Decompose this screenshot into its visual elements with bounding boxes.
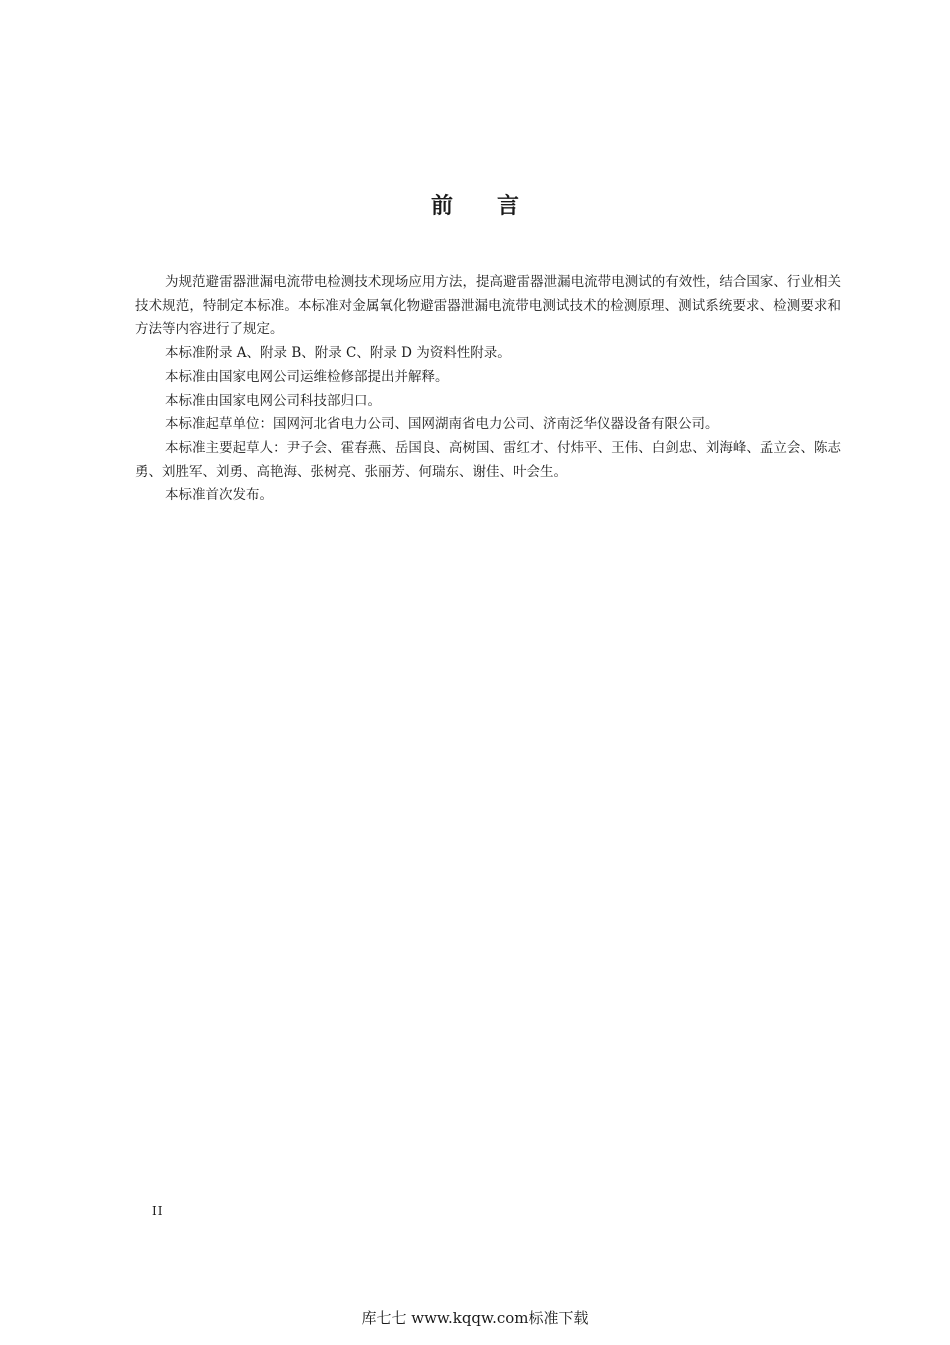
- paragraph-proposer: 本标准由国家电网公司运维检修部提出并解释。: [165, 368, 449, 385]
- paragraph-drafters: 本标准主要起草人：尹子会、霍春燕、岳国良、高树国、雷红才、付炜平、王伟、白剑忠、刘海峰、孟立会、陈志勇、刘胜军、刘勇、高艳海、张树亮、张丽芳、何瑞东、谢佳、叶会生。: [135, 439, 841, 480]
- page-title: 前言: [430, 194, 563, 219]
- page-number: II: [152, 1204, 164, 1218]
- paragraph-drafting-units: 本标准起草单位：国网河北省电力公司、国网湖南省电力公司、济南泛华仪器设备有限公司。: [165, 416, 719, 433]
- paragraph-appendices: 本标准附录 A、附录 B、附录 C、附录 D 为资料性附录。: [165, 345, 511, 362]
- paragraph-first-release: 本标准首次发布。: [165, 487, 273, 504]
- paragraph-administrator: 本标准由国家电网公司科技部归口。: [165, 392, 381, 409]
- footer-watermark-text: 库七七 www.kqqw.com标准下载: [361, 1309, 589, 1327]
- paragraph-purpose: 为规范避雷器泄漏电流带电检测技术现场应用方法，提高避雷器泄漏电流带电测试的有效性，结合国家、行业相关技术规范，特制定本标准。本标准对金属氧化物避雷器泄漏电流带电测试技术的检测原理、测试系统要求、检测要求和方法等内容进行了规定。: [135, 274, 841, 338]
- preface-body: [135, 271, 841, 508]
